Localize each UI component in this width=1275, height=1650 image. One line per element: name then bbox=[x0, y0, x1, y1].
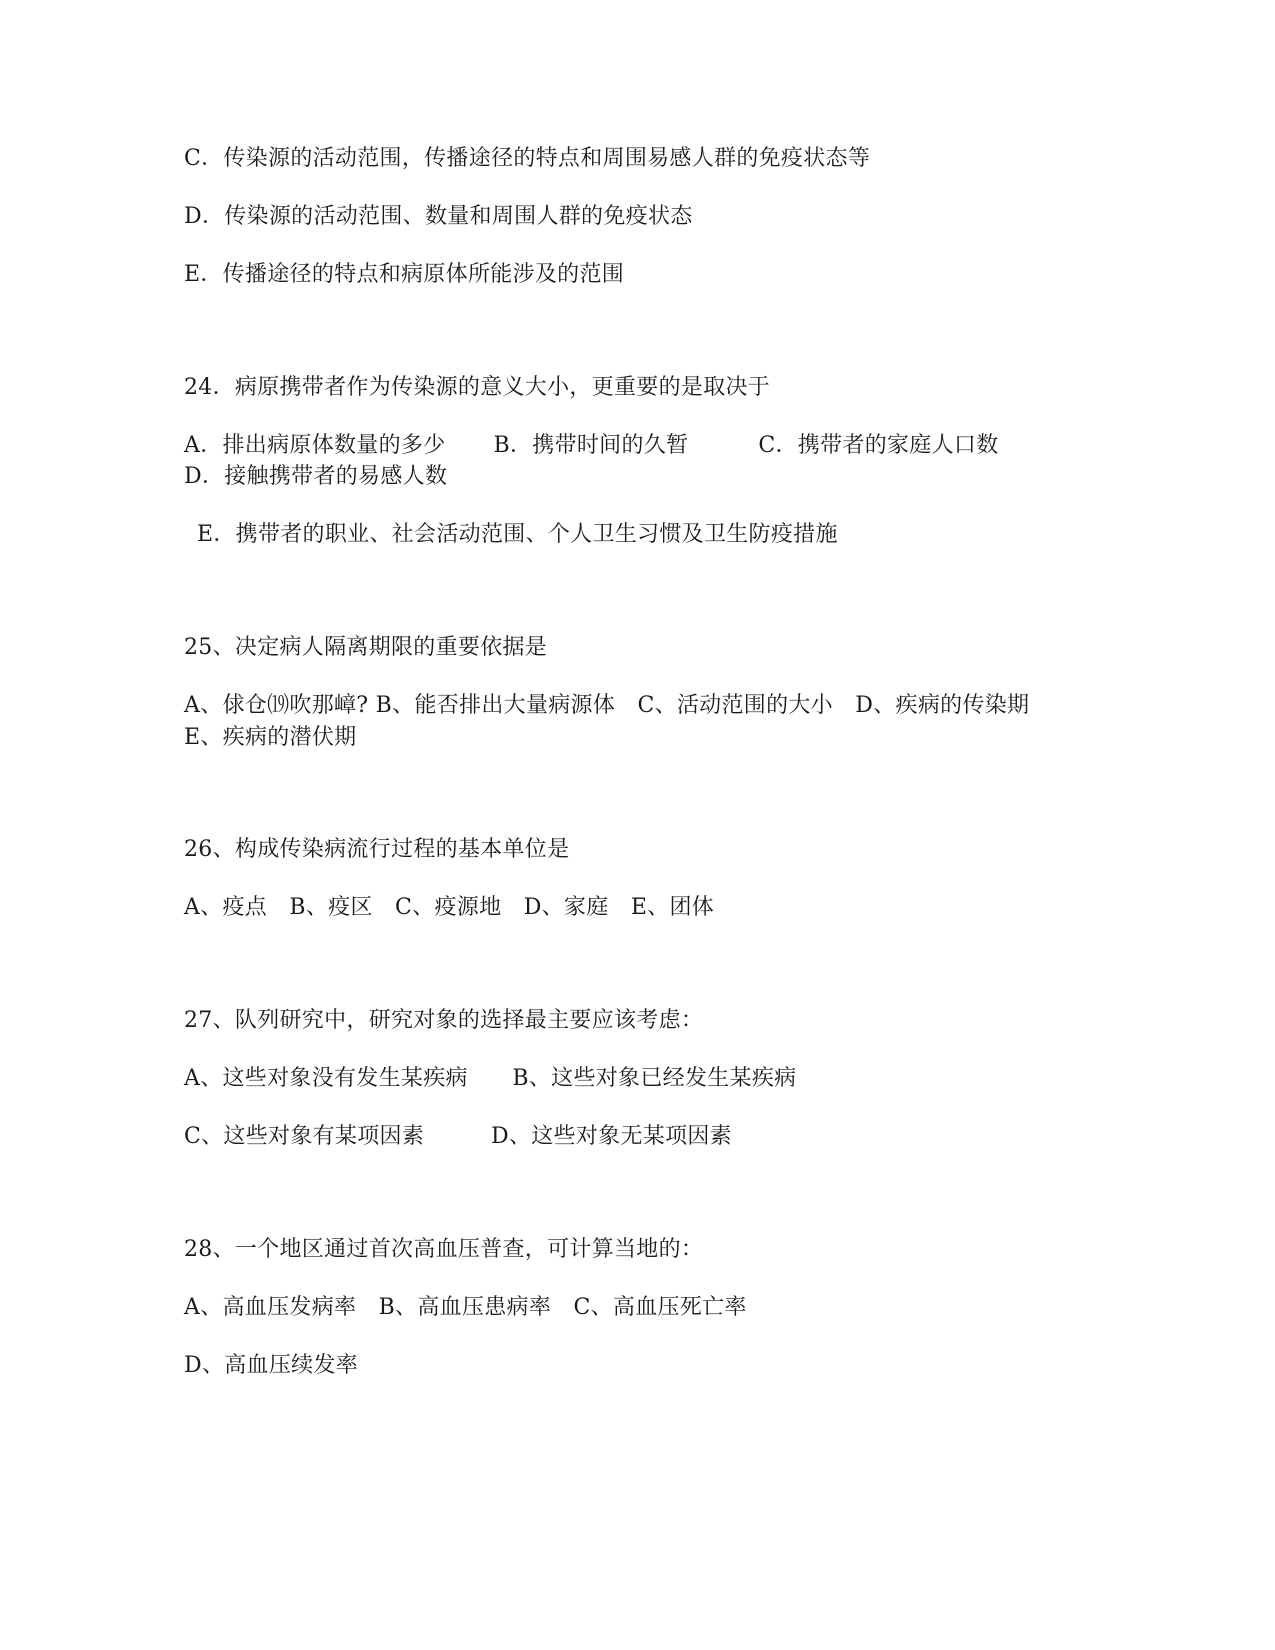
q24-option-b: B．携带时间的久暂 bbox=[493, 433, 689, 458]
q23-option-e: E．传播途径的特点和病原体所能涉及的范围 bbox=[184, 262, 625, 287]
q23-option-d: D．传染源的活动范围、数量和周围人群的免疫状态 bbox=[184, 204, 693, 229]
q24-option-a: A．排出病原体数量的多少 bbox=[184, 433, 446, 458]
q27-options-row1: A、这些对象没有发生某疾病 B、这些对象已经发生某疾病 bbox=[184, 1066, 797, 1091]
q27-stem: 27、队列研究中，研究对象的选择最主要应该考虑： bbox=[184, 1008, 704, 1033]
q25-stem: 25、决定病人隔离期限的重要依据是 bbox=[184, 635, 548, 660]
q28-option-d: D、高血压续发率 bbox=[184, 1353, 359, 1378]
q28-options-row1: A、高血压发病率 B、高血压患病率 C、高血压死亡率 bbox=[184, 1295, 747, 1320]
q24-option-c: C．携带者的家庭人口数 bbox=[758, 433, 999, 458]
q27-options-row2: C、这些对象有某项因素 D、这些对象无某项因素 bbox=[184, 1124, 732, 1149]
q23-option-c: C．传染源的活动范围，传播途径的特点和周围易感人群的免疫状态等 bbox=[184, 146, 871, 171]
q24-option-d: D．接触携带者的易感人数 bbox=[184, 464, 448, 489]
q24-option-e: E．携带者的职业、社会活动范围、个人卫生习惯及卫生防疫措施 bbox=[197, 522, 838, 547]
q26-stem: 26、构成传染病流行过程的基本单位是 bbox=[184, 837, 570, 862]
q24-stem: 24．病原携带者作为传染源的意义大小，更重要的是取决于 bbox=[184, 375, 771, 400]
q26-options: A、疫点 B、疫区 C、疫源地 D、家庭 E、团体 bbox=[184, 895, 715, 920]
q28-stem: 28、一个地区通过首次高血压普查，可计算当地的： bbox=[184, 1237, 704, 1262]
q25-options: A、俅仓⒆吹那嶂? B、能否排出大量病源体 C、活动范围的大小 D、疾病的传染期 E、疾病的潜伏期 bbox=[184, 693, 1052, 750]
q24-options-row1 bbox=[184, 430, 999, 462]
